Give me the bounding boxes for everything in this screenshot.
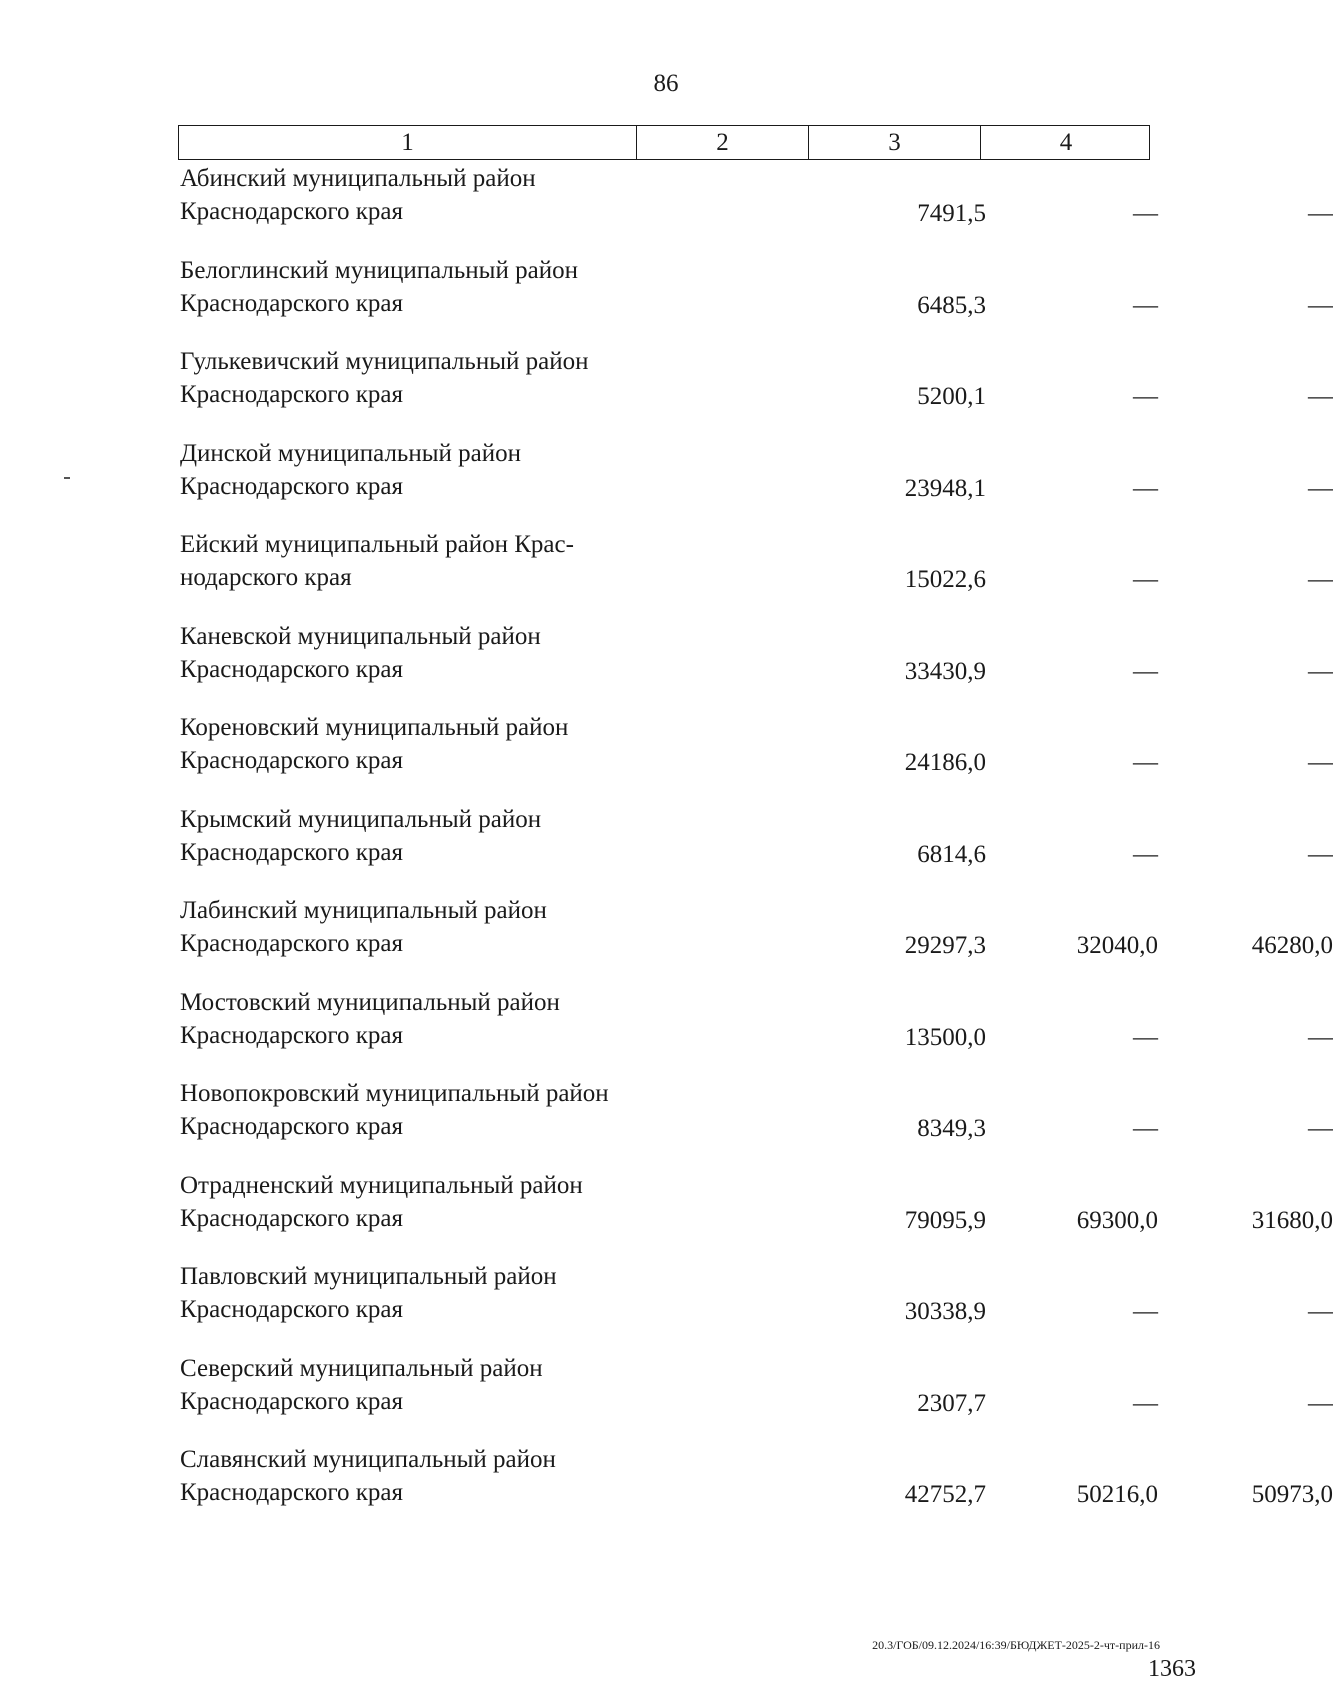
district-name: Динской муниципальный район Краснодарского края bbox=[180, 439, 521, 500]
table-row bbox=[178, 1441, 1333, 1533]
district-name: Павловский муниципальный район Краснодарского края bbox=[180, 1263, 557, 1323]
table-row bbox=[178, 160, 1333, 252]
table-row bbox=[178, 709, 1333, 801]
header-col-4: 4 bbox=[1059, 129, 1073, 156]
value-col-3: — bbox=[1133, 657, 1158, 685]
header-col-1: 1 bbox=[179, 126, 637, 159]
scan-mark bbox=[64, 477, 70, 479]
table-row bbox=[178, 984, 1333, 1076]
value-col-3: — bbox=[1133, 749, 1158, 776]
value-col-3: — bbox=[1133, 200, 1158, 227]
district-name: Каневской муниципальный район Краснодарского края bbox=[180, 622, 541, 683]
table-row bbox=[178, 343, 1333, 435]
value-col-3: — bbox=[1133, 566, 1158, 593]
value-col-2: 33430,9 bbox=[904, 657, 986, 685]
value-col-4: — bbox=[1308, 1389, 1333, 1417]
sheet-number: 1363 bbox=[1148, 1656, 1196, 1682]
value-col-4: — bbox=[1308, 383, 1333, 410]
header-col-3: 3 bbox=[809, 126, 981, 159]
value-col-4: — bbox=[1308, 1298, 1333, 1325]
value-col-2: 30338,9 bbox=[904, 1298, 986, 1325]
value-col-4: — bbox=[1308, 749, 1333, 776]
district-name: Ейский муниципальный район Крас-нодарского края bbox=[180, 531, 574, 591]
value-col-4: 31680,0 bbox=[1251, 1206, 1333, 1234]
table-row bbox=[178, 526, 1333, 618]
district-name: Северский муниципальный район Краснодарского края bbox=[180, 1354, 543, 1415]
district-name: Гулькевичский муниципальный район Краснодарского края bbox=[180, 348, 589, 408]
table-row bbox=[178, 801, 1333, 893]
value-col-2: 5200,1 bbox=[917, 383, 986, 410]
value-col-3: — bbox=[1133, 1389, 1158, 1417]
district-name: Новопокровский муниципальный район Краснодарского края bbox=[180, 1080, 609, 1140]
district-name: Белоглинский муниципальный район Краснодарского края bbox=[180, 256, 578, 317]
value-col-2: 6485,3 bbox=[917, 291, 986, 319]
value-col-3: — bbox=[1133, 474, 1158, 502]
value-col-4: — bbox=[1308, 657, 1333, 685]
value-col-4: — bbox=[1308, 291, 1333, 319]
value-col-3: 50216,0 bbox=[1076, 1481, 1158, 1508]
value-col-2: 42752,7 bbox=[904, 1481, 986, 1508]
district-name: Лабинский муниципальный район Краснодарского края bbox=[180, 897, 547, 957]
value-col-4: — bbox=[1308, 566, 1333, 593]
table-row bbox=[178, 1350, 1333, 1442]
document-code: 20.3/ГОБ/09.12.2024/16:39/БЮДЖЕТ-2025-2-чт-прил-16 bbox=[872, 1638, 1160, 1652]
value-col-3: — bbox=[1133, 383, 1158, 410]
value-col-2: 7491,5 bbox=[917, 200, 986, 227]
value-col-2: 2307,7 bbox=[917, 1389, 986, 1417]
table-row bbox=[178, 1075, 1333, 1167]
table-header bbox=[178, 125, 1150, 160]
table-row bbox=[178, 435, 1333, 527]
district-name: Мостовский муниципальный район Краснодарского края bbox=[180, 988, 560, 1049]
value-col-2: 29297,3 bbox=[904, 932, 986, 959]
value-col-3: — bbox=[1133, 840, 1158, 868]
value-col-4: — bbox=[1308, 840, 1333, 868]
value-col-2: 23948,1 bbox=[904, 474, 986, 502]
value-col-3: 32040,0 bbox=[1076, 932, 1158, 959]
value-col-2: 8349,3 bbox=[917, 1115, 986, 1142]
table-row bbox=[178, 252, 1333, 344]
district-name: Славянский муниципальный район Краснодарского края bbox=[180, 1446, 556, 1506]
district-name: Абинский муниципальный район Краснодарского края bbox=[180, 165, 536, 225]
value-col-2: 24186,0 bbox=[904, 749, 986, 776]
header-col-2: 2 bbox=[637, 126, 809, 159]
value-col-3: — bbox=[1133, 1115, 1158, 1142]
district-name: Кореновский муниципальный район Краснодарского края bbox=[180, 714, 569, 774]
value-col-4: — bbox=[1308, 1115, 1333, 1142]
value-col-4: — bbox=[1308, 200, 1333, 227]
value-col-4: — bbox=[1308, 474, 1333, 502]
district-name: Отрадненский муниципальный район Краснодарского края bbox=[180, 1171, 583, 1232]
district-name: Крымский муниципальный район Краснодарского края bbox=[180, 805, 542, 866]
value-col-2: 79095,9 bbox=[904, 1206, 986, 1234]
value-col-3: 69300,0 bbox=[1076, 1206, 1158, 1234]
value-col-2: 6814,6 bbox=[917, 840, 986, 868]
value-col-3: — bbox=[1133, 291, 1158, 319]
value-col-3: — bbox=[1133, 1023, 1158, 1051]
value-col-2: 15022,6 bbox=[904, 566, 986, 593]
table-row bbox=[178, 892, 1333, 984]
page-number: 86 bbox=[653, 70, 679, 97]
table-row bbox=[178, 1167, 1333, 1259]
value-col-3: — bbox=[1133, 1298, 1158, 1325]
table-body bbox=[178, 160, 1333, 1533]
table-row bbox=[178, 1258, 1333, 1350]
value-col-4: 50973,0 bbox=[1251, 1481, 1333, 1508]
value-col-4: 46280,0 bbox=[1251, 932, 1333, 959]
value-col-2: 13500,0 bbox=[904, 1023, 986, 1051]
table-row bbox=[178, 618, 1333, 710]
value-col-4: — bbox=[1308, 1023, 1333, 1051]
